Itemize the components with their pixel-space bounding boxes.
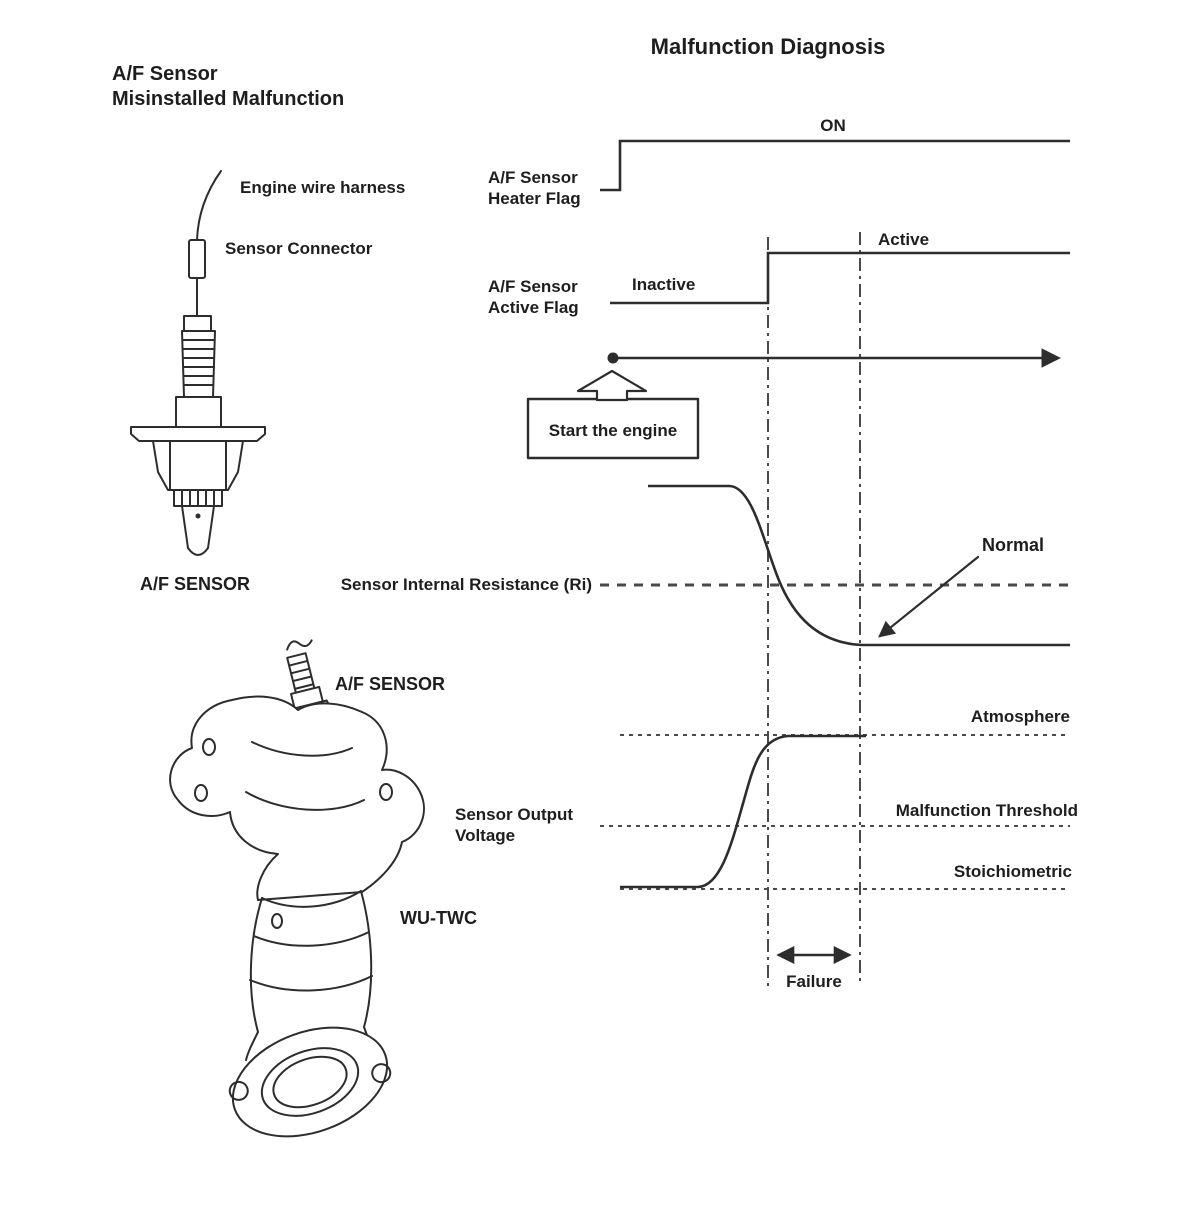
- normal-label: Normal: [982, 535, 1045, 555]
- outlet-flange: [218, 1008, 403, 1157]
- converter-left-edge: [251, 898, 262, 1032]
- sensor-tip-hole: [196, 514, 201, 519]
- ri-label: Sensor Internal Resistance (Ri): [340, 575, 592, 594]
- inactive-label: Inactive: [632, 275, 696, 294]
- wu-twc-label: WU-TWC: [400, 908, 477, 928]
- af-sensor-drawing: [131, 171, 265, 555]
- sensor-body: [176, 397, 221, 427]
- active-label: Active: [878, 230, 930, 249]
- converter-band-1: [254, 932, 369, 946]
- start-engine-up-arrow: [578, 371, 646, 400]
- converter-band-2: [250, 976, 372, 991]
- stoichiometric-label: Stoichiometric: [953, 862, 1072, 881]
- sensor-tip: [182, 506, 214, 555]
- left-title-line1: A/F Sensor: [112, 63, 218, 85]
- sensor-top-cap: [184, 316, 211, 331]
- heater-flag-signal: [600, 141, 1070, 190]
- failure-label: Failure: [786, 972, 842, 991]
- start-engine-label: Start the engine: [548, 421, 678, 440]
- sensor-connector-shape: [189, 240, 205, 278]
- converter-right-edge: [361, 891, 371, 1027]
- sensor-connector-label: Sensor Connector: [225, 239, 373, 258]
- normal-arrow: [880, 557, 978, 636]
- on-label: ON: [820, 116, 846, 135]
- active-flag-label-2: Active Flag: [488, 298, 579, 317]
- atmosphere-label: Atmosphere: [970, 707, 1070, 726]
- engine-wire-harness-label: Engine wire harness: [240, 178, 406, 197]
- sensor-hex: [153, 441, 243, 490]
- converter-hole: [272, 914, 282, 928]
- ri-curve: [648, 486, 1070, 645]
- output-voltage-curve: [620, 736, 866, 887]
- af-sensor-label: A/F SENSOR: [140, 574, 251, 594]
- left-title-line2: Misinstalled Malfunction: [112, 88, 345, 110]
- diagnosis-title: Malfunction Diagnosis: [650, 34, 886, 59]
- manifold-body: [170, 697, 424, 900]
- sensor-flange: [131, 427, 265, 441]
- sensor-wire: [197, 171, 221, 240]
- active-flag-label-1: A/F Sensor: [488, 277, 578, 296]
- output-label-1: Sensor Output: [455, 805, 574, 824]
- manifold-af-sensor-label: A/F SENSOR: [335, 674, 446, 694]
- heater-flag-label-1: A/F Sensor: [488, 168, 578, 187]
- malfunction-threshold-label: Malfunction Threshold: [895, 801, 1078, 820]
- output-label-2: Voltage: [455, 826, 516, 845]
- heater-flag-label-2: Heater Flag: [488, 189, 581, 208]
- exhaust-manifold-drawing: [170, 636, 424, 1156]
